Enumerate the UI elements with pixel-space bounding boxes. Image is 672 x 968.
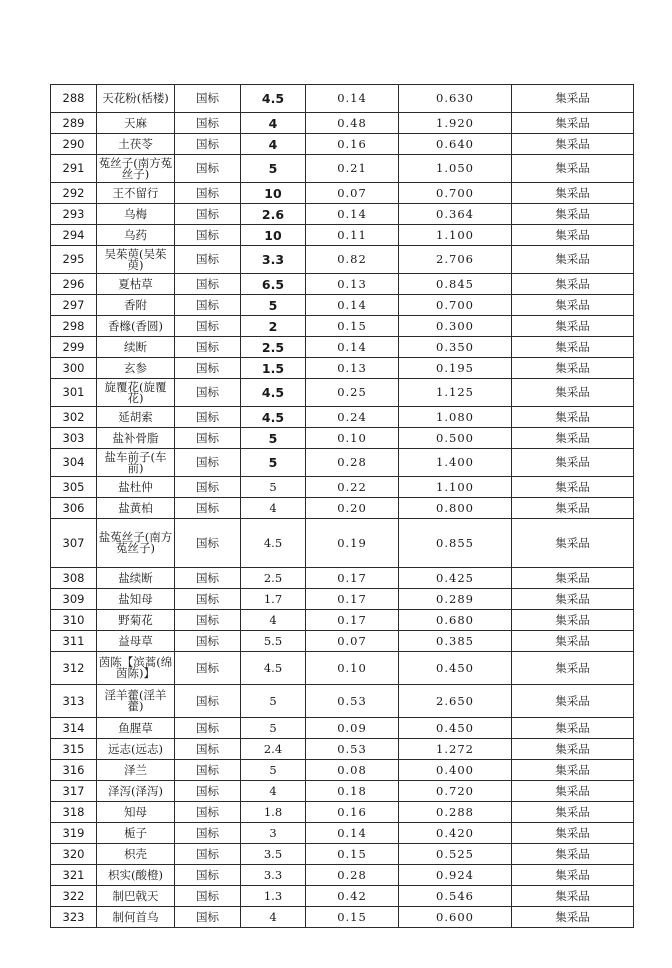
table-row: [51, 823, 634, 844]
table-row: [51, 652, 634, 685]
herb-name: 知母: [97, 802, 175, 823]
table-row: [51, 225, 634, 246]
standard: 国标: [175, 844, 241, 865]
procurement-type: 集采品: [512, 449, 634, 477]
herb-name: 延胡索: [97, 407, 175, 428]
procurement-type: 集采品: [512, 865, 634, 886]
procurement-type: 集采品: [512, 225, 634, 246]
total-price: 0.720: [399, 781, 512, 802]
unit-price: 0.13: [306, 274, 399, 295]
procurement-type: 集采品: [512, 204, 634, 225]
herb-name: 盐补骨脂: [97, 428, 175, 449]
table-row: [51, 907, 634, 928]
standard: 国标: [175, 631, 241, 652]
dose: 2.5: [241, 568, 306, 589]
dose: 5: [241, 428, 306, 449]
unit-price: 0.10: [306, 652, 399, 685]
standard: 国标: [175, 358, 241, 379]
standard: 国标: [175, 155, 241, 183]
table-row: [51, 844, 634, 865]
herb-name: 淫羊藿(淫羊藿): [97, 685, 175, 718]
total-price: 0.630: [399, 85, 512, 113]
row-number: 295: [51, 246, 97, 274]
unit-price: 0.19: [306, 519, 399, 568]
standard: 国标: [175, 760, 241, 781]
total-price: 0.700: [399, 183, 512, 204]
procurement-type: 集采品: [512, 155, 634, 183]
table-row: [51, 739, 634, 760]
unit-price: 0.08: [306, 760, 399, 781]
row-number: 313: [51, 685, 97, 718]
unit-price: 0.16: [306, 802, 399, 823]
total-price: 0.300: [399, 316, 512, 337]
herb-name: 天花粉(栝楼): [97, 85, 175, 113]
total-price: 0.364: [399, 204, 512, 225]
table-row: [51, 428, 634, 449]
unit-price: 0.21: [306, 155, 399, 183]
procurement-type: 集采品: [512, 652, 634, 685]
table-row: [51, 718, 634, 739]
total-price: 0.289: [399, 589, 512, 610]
herb-price-table: [50, 84, 634, 928]
table-row: [51, 760, 634, 781]
herb-name: 乌药: [97, 225, 175, 246]
standard: 国标: [175, 568, 241, 589]
procurement-type: 集采品: [512, 685, 634, 718]
table-row: [51, 246, 634, 274]
table-row: [51, 886, 634, 907]
row-number: 321: [51, 865, 97, 886]
procurement-type: 集采品: [512, 183, 634, 204]
dose: 1.5: [241, 358, 306, 379]
unit-price: 0.82: [306, 246, 399, 274]
table-row: [51, 865, 634, 886]
procurement-type: 集采品: [512, 519, 634, 568]
procurement-type: 集采品: [512, 844, 634, 865]
table-row: [51, 183, 634, 204]
dose: 2.5: [241, 337, 306, 358]
dose: 10: [241, 183, 306, 204]
row-number: 318: [51, 802, 97, 823]
dose: 5: [241, 449, 306, 477]
standard: 国标: [175, 134, 241, 155]
standard: 国标: [175, 739, 241, 760]
unit-price: 0.14: [306, 204, 399, 225]
herb-name: 泽兰: [97, 760, 175, 781]
dose: 4: [241, 134, 306, 155]
table-row: [51, 274, 634, 295]
procurement-type: 集采品: [512, 316, 634, 337]
table-row: [51, 802, 634, 823]
herb-name: 益母草: [97, 631, 175, 652]
herb-name: 乌梅: [97, 204, 175, 225]
dose: 4: [241, 498, 306, 519]
unit-price: 0.53: [306, 685, 399, 718]
herb-name: 枳实(酸橙): [97, 865, 175, 886]
herb-name: 泽泻(泽泻): [97, 781, 175, 802]
dose: 4: [241, 113, 306, 134]
total-price: 1.100: [399, 477, 512, 498]
total-price: 0.525: [399, 844, 512, 865]
standard: 国标: [175, 823, 241, 844]
procurement-type: 集采品: [512, 358, 634, 379]
procurement-type: 集采品: [512, 428, 634, 449]
total-price: 1.400: [399, 449, 512, 477]
herb-name: 旋覆花(旋覆花): [97, 379, 175, 407]
unit-price: 0.10: [306, 428, 399, 449]
total-price: 0.680: [399, 610, 512, 631]
total-price: 1.080: [399, 407, 512, 428]
row-number: 297: [51, 295, 97, 316]
herb-name: 枳壳: [97, 844, 175, 865]
row-number: 304: [51, 449, 97, 477]
row-number: 294: [51, 225, 97, 246]
dose: 5: [241, 685, 306, 718]
standard: 国标: [175, 204, 241, 225]
procurement-type: 集采品: [512, 802, 634, 823]
row-number: 290: [51, 134, 97, 155]
table-row: [51, 589, 634, 610]
table-row: [51, 358, 634, 379]
unit-price: 0.48: [306, 113, 399, 134]
table-row: [51, 519, 634, 568]
herb-name: 天麻: [97, 113, 175, 134]
dose: 5: [241, 477, 306, 498]
row-number: 316: [51, 760, 97, 781]
total-price: 0.546: [399, 886, 512, 907]
procurement-type: 集采品: [512, 631, 634, 652]
total-price: 0.845: [399, 274, 512, 295]
total-price: 0.425: [399, 568, 512, 589]
dose: 5: [241, 760, 306, 781]
table-row: [51, 316, 634, 337]
herb-name: 玄参: [97, 358, 175, 379]
standard: 国标: [175, 407, 241, 428]
standard: 国标: [175, 498, 241, 519]
herb-name: 远志(远志): [97, 739, 175, 760]
dose: 4: [241, 907, 306, 928]
dose: 10: [241, 225, 306, 246]
total-price: 0.288: [399, 802, 512, 823]
dose: 5.5: [241, 631, 306, 652]
dose: 4: [241, 781, 306, 802]
row-number: 291: [51, 155, 97, 183]
procurement-type: 集采品: [512, 337, 634, 358]
row-number: 312: [51, 652, 97, 685]
total-price: 0.400: [399, 760, 512, 781]
herb-name: 夏枯草: [97, 274, 175, 295]
herb-name: 续断: [97, 337, 175, 358]
table-row: [51, 685, 634, 718]
dose: 4.5: [241, 407, 306, 428]
dose: 6.5: [241, 274, 306, 295]
herb-name: 制巴戟天: [97, 886, 175, 907]
procurement-type: 集采品: [512, 823, 634, 844]
dose: 2.6: [241, 204, 306, 225]
unit-price: 0.17: [306, 610, 399, 631]
dose: 3: [241, 823, 306, 844]
standard: 国标: [175, 519, 241, 568]
unit-price: 0.07: [306, 631, 399, 652]
standard: 国标: [175, 449, 241, 477]
herb-name: 盐知母: [97, 589, 175, 610]
herb-name: 栀子: [97, 823, 175, 844]
row-number: 293: [51, 204, 97, 225]
unit-price: 0.28: [306, 865, 399, 886]
procurement-type: 集采品: [512, 568, 634, 589]
table-row: [51, 610, 634, 631]
table-body: [51, 85, 634, 928]
dose: 1.3: [241, 886, 306, 907]
standard: 国标: [175, 316, 241, 337]
herb-name: 吴茱萸(吴茱萸): [97, 246, 175, 274]
dose: 5: [241, 295, 306, 316]
herb-name: 菟丝子(南方菟丝子): [97, 155, 175, 183]
dose: 5: [241, 718, 306, 739]
herb-name: 土茯苓: [97, 134, 175, 155]
unit-price: 0.22: [306, 477, 399, 498]
standard: 国标: [175, 295, 241, 316]
herb-name: 香橼(香圆): [97, 316, 175, 337]
table-row: [51, 155, 634, 183]
herb-name: 香附: [97, 295, 175, 316]
procurement-type: 集采品: [512, 610, 634, 631]
total-price: 0.800: [399, 498, 512, 519]
standard: 国标: [175, 113, 241, 134]
total-price: 0.700: [399, 295, 512, 316]
dose: 3.3: [241, 246, 306, 274]
procurement-type: 集采品: [512, 907, 634, 928]
unit-price: 0.14: [306, 337, 399, 358]
unit-price: 0.16: [306, 134, 399, 155]
total-price: 1.125: [399, 379, 512, 407]
row-number: 303: [51, 428, 97, 449]
procurement-type: 集采品: [512, 407, 634, 428]
dose: 5: [241, 155, 306, 183]
row-number: 320: [51, 844, 97, 865]
standard: 国标: [175, 274, 241, 295]
row-number: 310: [51, 610, 97, 631]
row-number: 302: [51, 407, 97, 428]
table-row: [51, 568, 634, 589]
procurement-type: 集采品: [512, 274, 634, 295]
unit-price: 0.15: [306, 316, 399, 337]
herb-name: 制何首乌: [97, 907, 175, 928]
herb-name: 王不留行: [97, 183, 175, 204]
herb-name: 茵陈【滨蒿(绵茵陈)】: [97, 652, 175, 685]
procurement-type: 集采品: [512, 498, 634, 519]
table-row: [51, 477, 634, 498]
unit-price: 0.15: [306, 907, 399, 928]
total-price: 1.050: [399, 155, 512, 183]
row-number: 307: [51, 519, 97, 568]
total-price: 0.420: [399, 823, 512, 844]
unit-price: 0.28: [306, 449, 399, 477]
total-price: 2.650: [399, 685, 512, 718]
table-row: [51, 379, 634, 407]
total-price: 1.100: [399, 225, 512, 246]
row-number: 319: [51, 823, 97, 844]
row-number: 305: [51, 477, 97, 498]
dose: 4.5: [241, 379, 306, 407]
unit-price: 0.15: [306, 844, 399, 865]
row-number: 301: [51, 379, 97, 407]
herb-name: 盐续断: [97, 568, 175, 589]
table-row: [51, 295, 634, 316]
procurement-type: 集采品: [512, 760, 634, 781]
table-row: [51, 631, 634, 652]
unit-price: 0.25: [306, 379, 399, 407]
standard: 国标: [175, 610, 241, 631]
unit-price: 0.24: [306, 407, 399, 428]
standard: 国标: [175, 225, 241, 246]
unit-price: 0.14: [306, 295, 399, 316]
row-number: 288: [51, 85, 97, 113]
unit-price: 0.53: [306, 739, 399, 760]
table-row: [51, 407, 634, 428]
standard: 国标: [175, 183, 241, 204]
row-number: 315: [51, 739, 97, 760]
row-number: 299: [51, 337, 97, 358]
standard: 国标: [175, 802, 241, 823]
unit-price: 0.13: [306, 358, 399, 379]
total-price: 0.385: [399, 631, 512, 652]
total-price: 0.500: [399, 428, 512, 449]
total-price: 0.195: [399, 358, 512, 379]
total-price: 0.450: [399, 718, 512, 739]
dose: 2: [241, 316, 306, 337]
dose: 2.4: [241, 739, 306, 760]
procurement-type: 集采品: [512, 246, 634, 274]
dose: 1.8: [241, 802, 306, 823]
dose: 3.5: [241, 844, 306, 865]
row-number: 317: [51, 781, 97, 802]
row-number: 309: [51, 589, 97, 610]
unit-price: 0.14: [306, 85, 399, 113]
dose: 3.3: [241, 865, 306, 886]
standard: 国标: [175, 589, 241, 610]
standard: 国标: [175, 428, 241, 449]
table-row: [51, 449, 634, 477]
table-row: [51, 337, 634, 358]
row-number: 314: [51, 718, 97, 739]
dose: 1.7: [241, 589, 306, 610]
table-row: [51, 85, 634, 113]
herb-name: 野菊花: [97, 610, 175, 631]
procurement-type: 集采品: [512, 295, 634, 316]
unit-price: 0.17: [306, 568, 399, 589]
procurement-type: 集采品: [512, 739, 634, 760]
unit-price: 0.42: [306, 886, 399, 907]
total-price: 1.272: [399, 739, 512, 760]
standard: 国标: [175, 652, 241, 685]
procurement-type: 集采品: [512, 379, 634, 407]
total-price: 0.350: [399, 337, 512, 358]
total-price: 0.450: [399, 652, 512, 685]
unit-price: 0.09: [306, 718, 399, 739]
standard: 国标: [175, 781, 241, 802]
standard: 国标: [175, 685, 241, 718]
procurement-type: 集采品: [512, 477, 634, 498]
dose: 4.5: [241, 85, 306, 113]
row-number: 322: [51, 886, 97, 907]
table-row: [51, 113, 634, 134]
row-number: 292: [51, 183, 97, 204]
procurement-type: 集采品: [512, 781, 634, 802]
herb-name: 鱼腥草: [97, 718, 175, 739]
table-row: [51, 781, 634, 802]
standard: 国标: [175, 865, 241, 886]
row-number: 298: [51, 316, 97, 337]
standard: 国标: [175, 85, 241, 113]
unit-price: 0.07: [306, 183, 399, 204]
procurement-type: 集采品: [512, 718, 634, 739]
standard: 国标: [175, 477, 241, 498]
table-row: [51, 134, 634, 155]
standard: 国标: [175, 337, 241, 358]
procurement-type: 集采品: [512, 85, 634, 113]
standard: 国标: [175, 907, 241, 928]
total-price: 2.706: [399, 246, 512, 274]
unit-price: 0.17: [306, 589, 399, 610]
total-price: 0.855: [399, 519, 512, 568]
total-price: 0.924: [399, 865, 512, 886]
dose: 4.5: [241, 519, 306, 568]
row-number: 308: [51, 568, 97, 589]
row-number: 300: [51, 358, 97, 379]
herb-name: 盐杜仲: [97, 477, 175, 498]
total-price: 0.600: [399, 907, 512, 928]
standard: 国标: [175, 246, 241, 274]
total-price: 1.920: [399, 113, 512, 134]
procurement-type: 集采品: [512, 134, 634, 155]
total-price: 0.640: [399, 134, 512, 155]
standard: 国标: [175, 886, 241, 907]
herb-name: 盐车前子(车前): [97, 449, 175, 477]
row-number: 306: [51, 498, 97, 519]
row-number: 296: [51, 274, 97, 295]
herb-name: 盐黄柏: [97, 498, 175, 519]
table-row: [51, 498, 634, 519]
unit-price: 0.14: [306, 823, 399, 844]
standard: 国标: [175, 379, 241, 407]
procurement-type: 集采品: [512, 589, 634, 610]
row-number: 323: [51, 907, 97, 928]
row-number: 289: [51, 113, 97, 134]
row-number: 311: [51, 631, 97, 652]
table-row: [51, 204, 634, 225]
herb-name: 盐菟丝子(南方菟丝子): [97, 519, 175, 568]
unit-price: 0.11: [306, 225, 399, 246]
dose: 4.5: [241, 652, 306, 685]
unit-price: 0.18: [306, 781, 399, 802]
unit-price: 0.20: [306, 498, 399, 519]
standard: 国标: [175, 718, 241, 739]
procurement-type: 集采品: [512, 886, 634, 907]
dose: 4: [241, 610, 306, 631]
procurement-type: 集采品: [512, 113, 634, 134]
